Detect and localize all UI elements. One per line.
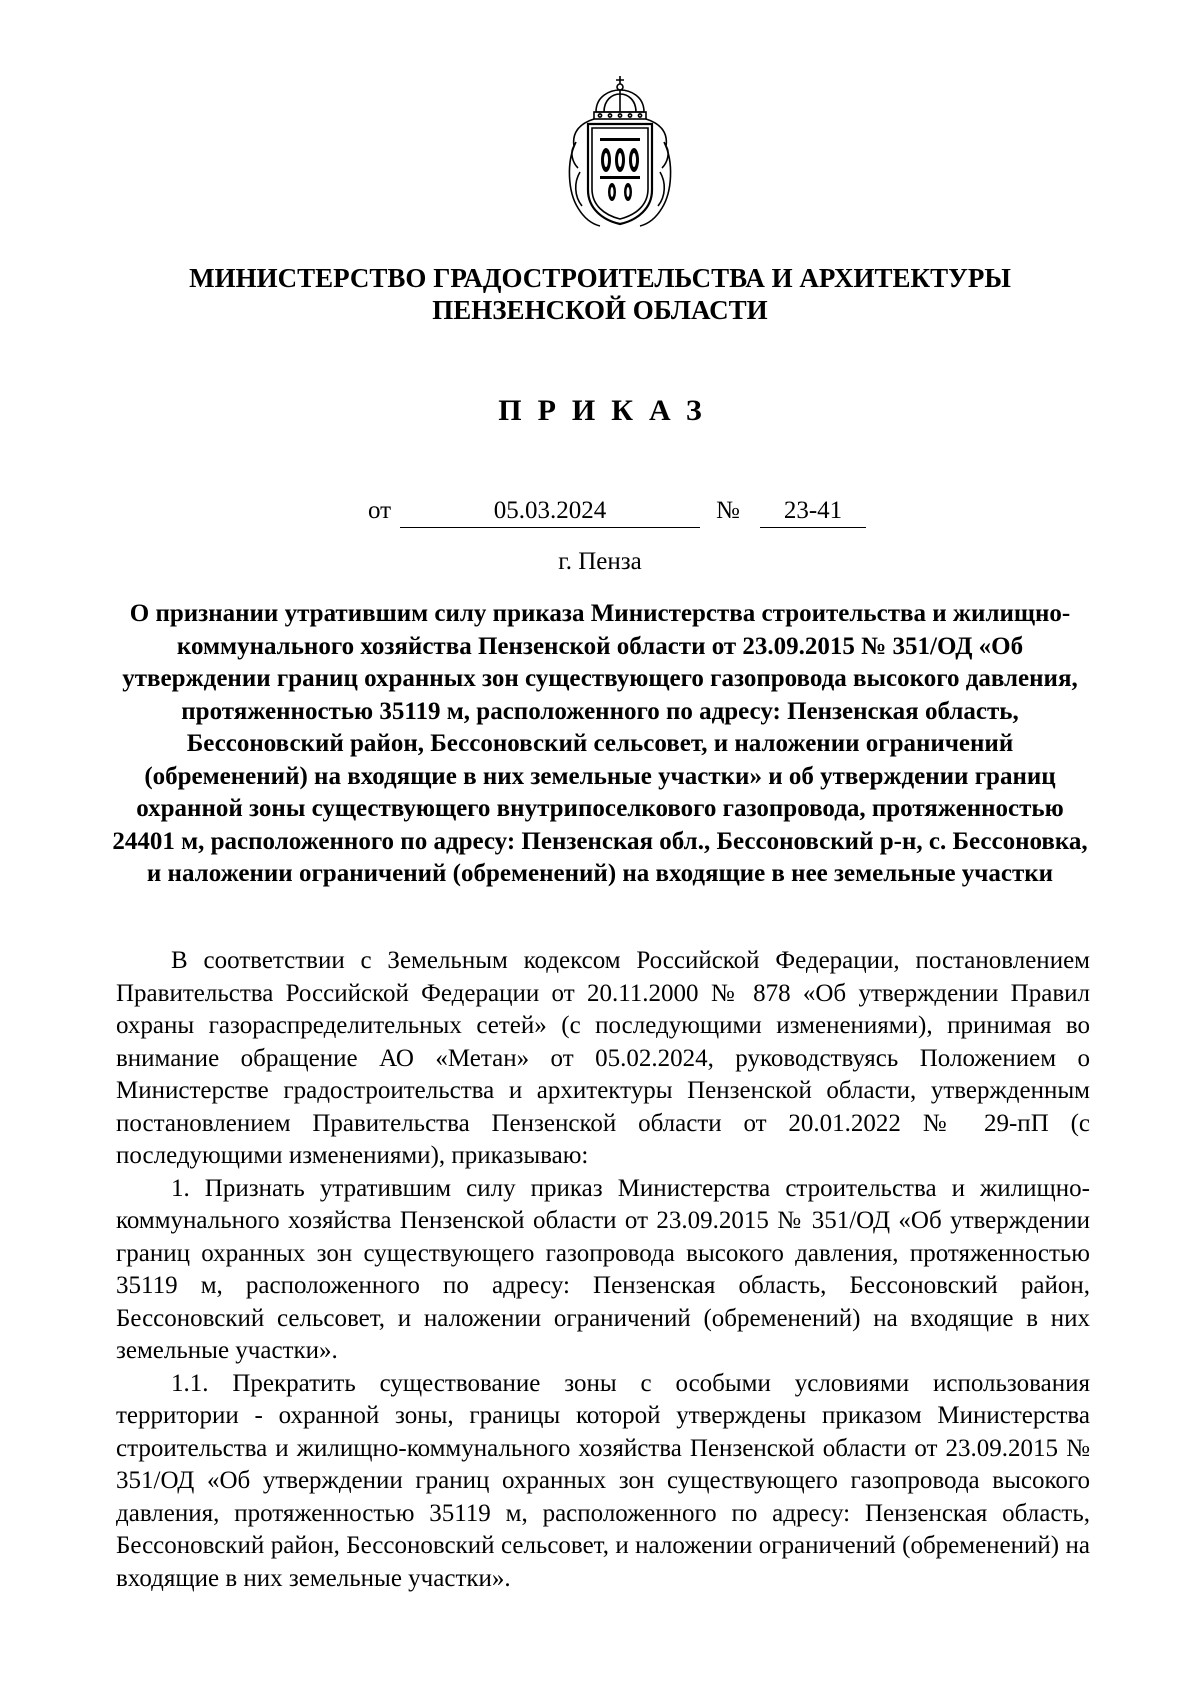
body-preamble: В соответствии с Земельным кодексом Российской Федерации, постановлением Правительства Российской Федерации от 20.11.2000 № 878 «Об утверждении Правил охраны газораспределительных сетей» (с последующими изменениями), принимая во внимание обращение АО «Метан» от 05.02.2024, руководствуясь Положением о Министерстве градостроительства и архитектуры Пензенской области, утвержденным постановлением Правительства Пензенской области от 20.01.2022 № 29-пП (с последующими изменениями), приказываю: (116, 947, 1090, 1169)
document-number: 23-41 (760, 497, 866, 528)
ministry-name-line1: МИНИСТЕРСТВО ГРАДОСТРОИТЕЛЬСТВА И АРХИТЕКТУРЫ (189, 263, 1011, 293)
ministry-name-line2: ПЕНЗЕНСКОЙ ОБЛАСТИ (432, 295, 768, 325)
date-prefix: от (368, 497, 392, 524)
document-body (116, 945, 1090, 1595)
document-city: г. Пенза (558, 548, 642, 575)
document-date: 05.03.2024 (400, 497, 700, 528)
document-subject: О признании утратившим силу приказа Министерства строительства и жилищно-коммунального хозяйства Пензенской области от 23.09.2015 № 351/ОД «Об утверждении границ охранных зон существующего газопровода высокого давления, протяженностью 35119 м, расположенного по адресу: Пензенская область, Бессоновский район, Бессоновский сельсовет, и наложении ограничений (обременений) на входящие в них земельные участки» и об утверждении границ охранной зоны существующего внутрипоселкового газопровода, протяженностью 24401 м, расположенного по адресу: Пензенская обл., Бессоновский р-н, с. Бессоновка, и наложении ограничений (обременений) на входящие в нее земельные участки (112, 600, 1088, 887)
document-type-title: ПРИКАЗ (498, 394, 718, 427)
number-prefix: № (716, 497, 740, 524)
body-item-1: 1. Признать утратившим силу приказ Министерства строительства и жилищно-коммунального хозяйства Пензенской области от 23.09.2015 № 351/ОД «Об утверждении границ охранных зон существующего газопровода высокого давления, протяженностью 35119 м, расположенного по адресу: Пензенская область, Бессоновский район, Бессоновский сельсовет, и наложении ограничений (обременений) на входящие в них земельные участки». (116, 1174, 1090, 1364)
body-item-1-1: 1.1. Прекратить существование зоны с особыми условиями использования территории - охранной зоны, границы которой утверждены приказом Министерства строительства и жилищно-коммунального хозяйства Пензенской области от 23.09.2015 № 351/ОД «Об утверждении границ охранных зон существующего газопровода высокого давления, протяженностью 35119 м, расположенного по адресу: Пензенская область, Бессоновский район, Бессоновский сельсовет, и наложении ограничений (обременений) на входящие в них земельные участки». (116, 1369, 1090, 1592)
coat-of-arms-icon (560, 72, 680, 232)
ministry-name (0, 262, 1200, 326)
